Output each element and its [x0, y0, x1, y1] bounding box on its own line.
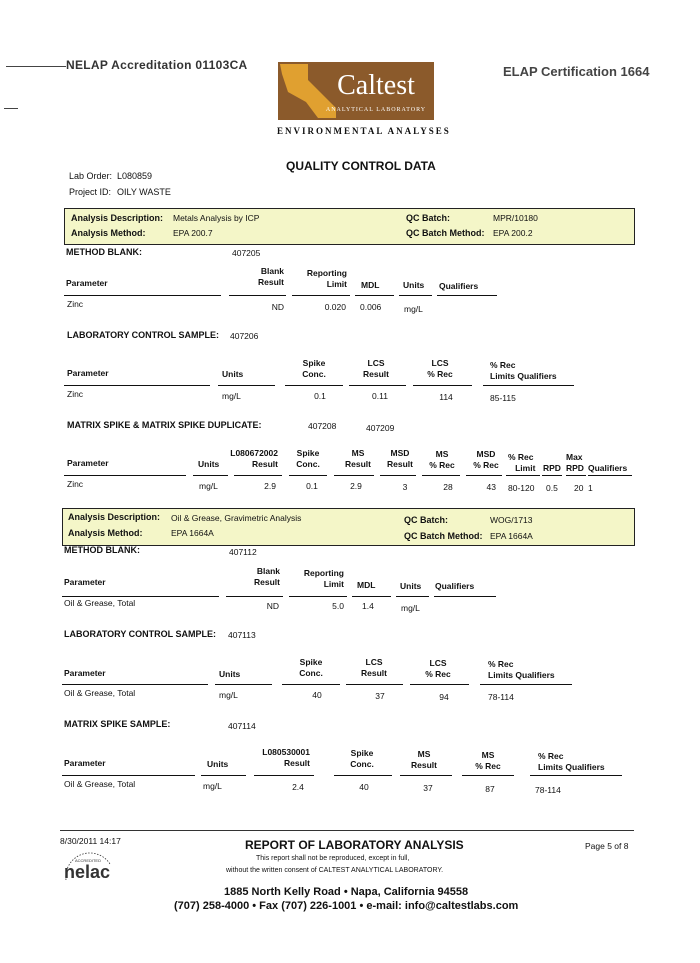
- table-row-msd-result: 3: [402, 482, 408, 492]
- table-row-limits: 85-115: [490, 393, 516, 403]
- lcs-title: LABORATORY CONTROL SAMPLE:: [67, 330, 220, 340]
- table-row-spike: 0.1: [314, 391, 326, 401]
- footer-notice-2: without the written consent of CALTEST ANALYTICAL LABORATORY.: [226, 867, 444, 874]
- header-rule: [234, 475, 282, 476]
- header-rule: [64, 475, 186, 476]
- header-rule: [64, 385, 210, 386]
- table-row-mdl: 1.4: [362, 601, 374, 611]
- col-mdl: MDL: [361, 280, 380, 290]
- table-row-blank-result: ND: [271, 302, 284, 312]
- environmental-analyses: ENVIRONMENTAL ANALYSES: [277, 126, 451, 136]
- col-qualifiers: Qualifiers: [588, 463, 628, 473]
- table-row-units: mg/L: [401, 603, 420, 613]
- header-rule: [346, 684, 403, 685]
- table-row-param: Zinc: [67, 479, 84, 489]
- table-row-units: mg/L: [222, 391, 241, 401]
- header-rule: [201, 775, 246, 776]
- analysis-method-value: EPA 200.7: [173, 228, 213, 238]
- table-row-reporting-limit: 5.0: [332, 601, 344, 611]
- col-spike-conc: Spike Conc.: [296, 448, 320, 469]
- col-qualifiers: Qualifiers: [435, 581, 475, 591]
- table-row-max-rpd: 20: [574, 483, 584, 493]
- qc-batch-method-value: EPA 200.2: [493, 228, 533, 238]
- nelac-text: nelac: [64, 862, 111, 882]
- col-sample-result: L080530001 Result: [262, 747, 310, 768]
- col-ms-result: MS Result: [345, 448, 371, 469]
- footer-contact: (707) 258-4000 • Fax (707) 226-1001 • e-mail: info@caltestlabs.com: [174, 900, 519, 912]
- page-number: Page 5 of 8: [585, 841, 629, 851]
- table-row-units: mg/L: [199, 481, 218, 491]
- header-rule: [334, 775, 392, 776]
- col-spike-conc: Spike Conc.: [302, 358, 326, 379]
- table-row-limits: 80-120: [508, 483, 535, 493]
- analysis-method-label: Analysis Method:: [71, 228, 146, 238]
- header-rule: [229, 295, 286, 296]
- ms-id: 407114: [228, 721, 256, 731]
- table-row-ms-result: 37: [423, 783, 433, 793]
- header-rule: [437, 295, 497, 296]
- col-spike-conc: Spike Conc.: [299, 657, 323, 678]
- table-row-sample-result: 2.4: [292, 782, 304, 792]
- header-rule: [289, 475, 327, 476]
- col-max-rpd: Max RPD: [566, 452, 584, 473]
- lab-order-value: L080859: [117, 171, 153, 181]
- col-ms-rec: MS % Rec: [429, 449, 455, 470]
- col-lcs-result: LCS Result: [363, 358, 389, 379]
- table-row-spike: 0.1: [306, 481, 318, 491]
- col-parameter: Parameter: [66, 278, 108, 288]
- table-row-ms-rec: 28: [443, 482, 453, 492]
- project-id-value: OILY WASTE: [117, 187, 171, 197]
- analysis-method-value: EPA 1664A: [171, 528, 214, 538]
- project-id-label: Project ID:: [69, 187, 112, 197]
- col-mdl: MDL: [357, 580, 376, 590]
- table-row-limits: 78-114: [535, 785, 561, 795]
- header-rule: [226, 596, 283, 597]
- analysis-description-value: Oil & Grease, Gravimetric Analysis: [171, 513, 302, 523]
- table-row-mdl: 0.006: [360, 302, 382, 312]
- header-rule: [215, 684, 272, 685]
- header-rule: [588, 475, 632, 476]
- msd-title: MATRIX SPIKE & MATRIX SPIKE DUPLICATE:: [67, 420, 262, 430]
- qc-batch-method-label: QC Batch Method:: [404, 531, 483, 541]
- col-units: Units: [400, 581, 422, 591]
- col-parameter: Parameter: [67, 368, 109, 378]
- table-row-lcs-rec: 114: [439, 392, 453, 402]
- method-blank-id: 407205: [232, 248, 261, 258]
- header-rule: [413, 385, 472, 386]
- col-parameter: Parameter: [64, 668, 106, 678]
- col-parameter: Parameter: [64, 577, 106, 587]
- caltest-logo: [278, 62, 434, 120]
- header-rule: [380, 475, 416, 476]
- ms-id: 407208: [308, 421, 337, 431]
- msd-id: 407209: [366, 423, 395, 433]
- col-rec-limits: % Rec Limits Qualifiers: [488, 659, 555, 680]
- table-row-param: Zinc: [67, 299, 84, 309]
- table-row-param: Oil & Grease, Total: [64, 779, 136, 789]
- col-reporting-limit: Reporting Limit: [303, 568, 344, 589]
- col-lcs-result: LCS Result: [361, 657, 387, 678]
- col-reporting-limit: Reporting Limit: [306, 268, 347, 289]
- header-rule: [349, 385, 406, 386]
- lcs-id: 407113: [228, 630, 256, 640]
- header-rule: [480, 684, 572, 685]
- col-units: Units: [198, 459, 220, 469]
- logo-name: Caltest: [337, 70, 415, 101]
- header-rule: [530, 775, 622, 776]
- table-row-limits: 78-114: [488, 692, 514, 702]
- table-row-lcs-result: 0.11: [372, 391, 388, 401]
- header-rule: [62, 684, 208, 685]
- col-units: Units: [222, 369, 244, 379]
- table-row-ms-result: 2.9: [350, 481, 362, 491]
- header-rule: [254, 775, 314, 776]
- header-rule: [422, 475, 460, 476]
- header-rule: [285, 385, 343, 386]
- table-row-param: Zinc: [67, 389, 84, 399]
- col-units: Units: [219, 669, 241, 679]
- table-row-spike: 40: [312, 690, 322, 700]
- table-row-rpd: 0.5: [546, 483, 558, 493]
- footer-rule: [60, 830, 634, 831]
- col-lcs-rec: LCS % Rec: [425, 658, 451, 679]
- lcs-title: LABORATORY CONTROL SAMPLE:: [64, 629, 217, 639]
- col-parameter: Parameter: [67, 458, 109, 468]
- table-row-param: Oil & Grease, Total: [64, 688, 136, 698]
- analysis-description-label: Analysis Description:: [68, 512, 161, 522]
- header-rule: [64, 295, 221, 296]
- nelac-logo: [56, 852, 120, 886]
- table-row-msd-rec: 43: [486, 482, 496, 492]
- header-rule: [399, 295, 432, 296]
- col-ms-result: MS Result: [411, 749, 437, 770]
- header-rule: [410, 684, 469, 685]
- table-row-qualifier: 1: [588, 483, 593, 493]
- table-row-units: mg/L: [219, 690, 238, 700]
- col-blank-result: Blank Result: [258, 266, 284, 287]
- elap-certification: ELAP Certification 1664: [503, 64, 650, 79]
- ms-title: MATRIX SPIKE SAMPLE:: [64, 719, 171, 729]
- header-rule: [355, 295, 394, 296]
- col-blank-result: Blank Result: [254, 566, 280, 587]
- col-rec-limits: % Rec Limits Qualifiers: [538, 751, 605, 772]
- qc-batch-value: MPR/10180: [493, 213, 538, 223]
- header-rule: [193, 475, 228, 476]
- col-rpd: RPD: [543, 463, 561, 473]
- footer-notice-1: This report shall not be reproduced, except in full,: [256, 855, 410, 862]
- col-units: Units: [403, 280, 425, 290]
- qc-batch-value: WOG/1713: [490, 515, 533, 525]
- analysis-method-label: Analysis Method:: [68, 528, 143, 538]
- header-rule: [292, 295, 350, 296]
- col-ms-rec: MS % Rec: [475, 750, 501, 771]
- qc-batch-method-label: QC Batch Method:: [406, 228, 485, 238]
- header-rule: [462, 775, 514, 776]
- table-row-spike: 40: [359, 782, 369, 792]
- header-rule: [483, 385, 574, 386]
- col-msd-rec: MSD % Rec: [473, 449, 499, 470]
- header-rule: [352, 596, 391, 597]
- method-blank-id: 407112: [229, 547, 257, 557]
- method-blank-title: METHOD BLANK:: [66, 247, 142, 257]
- col-spike-conc: Spike Conc.: [350, 748, 374, 769]
- header-rule: [506, 475, 540, 476]
- header-rule: [400, 775, 452, 776]
- scan-mark: [4, 108, 18, 109]
- analysis-description-label: Analysis Description:: [71, 213, 164, 223]
- header-rule: [218, 385, 275, 386]
- lab-order-label: Lab Order:: [69, 171, 113, 181]
- header-rule: [289, 596, 347, 597]
- nelap-accreditation: NELAP Accreditation 01103CA: [66, 58, 248, 72]
- qc-batch-label: QC Batch:: [404, 515, 449, 525]
- qc-batch-method-value: EPA 1664A: [490, 531, 533, 541]
- col-parameter: Parameter: [64, 758, 106, 768]
- header-rule: [62, 596, 219, 597]
- header-rule: [434, 596, 496, 597]
- table-row-blank-result: ND: [266, 601, 279, 611]
- table-row-sample-result: 2.9: [264, 481, 276, 491]
- col-qualifiers: Qualifiers: [439, 281, 479, 291]
- table-row-param: Oil & Grease, Total: [64, 598, 136, 608]
- header-rule: [566, 475, 586, 476]
- col-lcs-rec: LCS % Rec: [427, 358, 453, 379]
- table-row-units: mg/L: [203, 781, 222, 791]
- method-blank-title: METHOD BLANK:: [64, 545, 140, 555]
- nelac-seal-text: ACCREDITED: [74, 858, 102, 863]
- logo-subtitle: ANALYTICAL LABORATORY: [325, 107, 427, 113]
- page-title: QUALITY CONTROL DATA: [286, 159, 436, 173]
- table-row-units: mg/L: [404, 304, 423, 314]
- report-datetime: 8/30/2011 14:17: [60, 836, 121, 846]
- header-rule: [334, 475, 374, 476]
- header-rule: [282, 684, 340, 685]
- lcs-id: 407206: [230, 331, 259, 341]
- col-msd-result: MSD Result: [387, 448, 413, 469]
- header-rule: [62, 775, 195, 776]
- table-row-lcs-result: 37: [375, 691, 385, 701]
- header-rule: [396, 596, 429, 597]
- col-units: Units: [207, 759, 229, 769]
- qc-batch-label: QC Batch:: [406, 213, 451, 223]
- analysis-description-value: Metals Analysis by ICP: [173, 213, 260, 223]
- report-title: REPORT OF LABORATORY ANALYSIS: [245, 838, 464, 852]
- table-row-reporting-limit: 0.020: [324, 302, 346, 312]
- col-rec-limits: % Rec Limits Qualifiers: [490, 360, 557, 381]
- col-sample-result: L080672002 Result: [230, 448, 278, 469]
- header-rule: [466, 475, 502, 476]
- col-rec-limit: % Rec Limit: [508, 452, 536, 473]
- table-row-lcs-rec: 94: [439, 692, 449, 702]
- header-rule: [542, 475, 562, 476]
- footer-address: 1885 North Kelly Road • Napa, California 94558: [224, 886, 469, 898]
- table-row-ms-rec: 87: [485, 784, 495, 794]
- scan-mark: [6, 66, 66, 67]
